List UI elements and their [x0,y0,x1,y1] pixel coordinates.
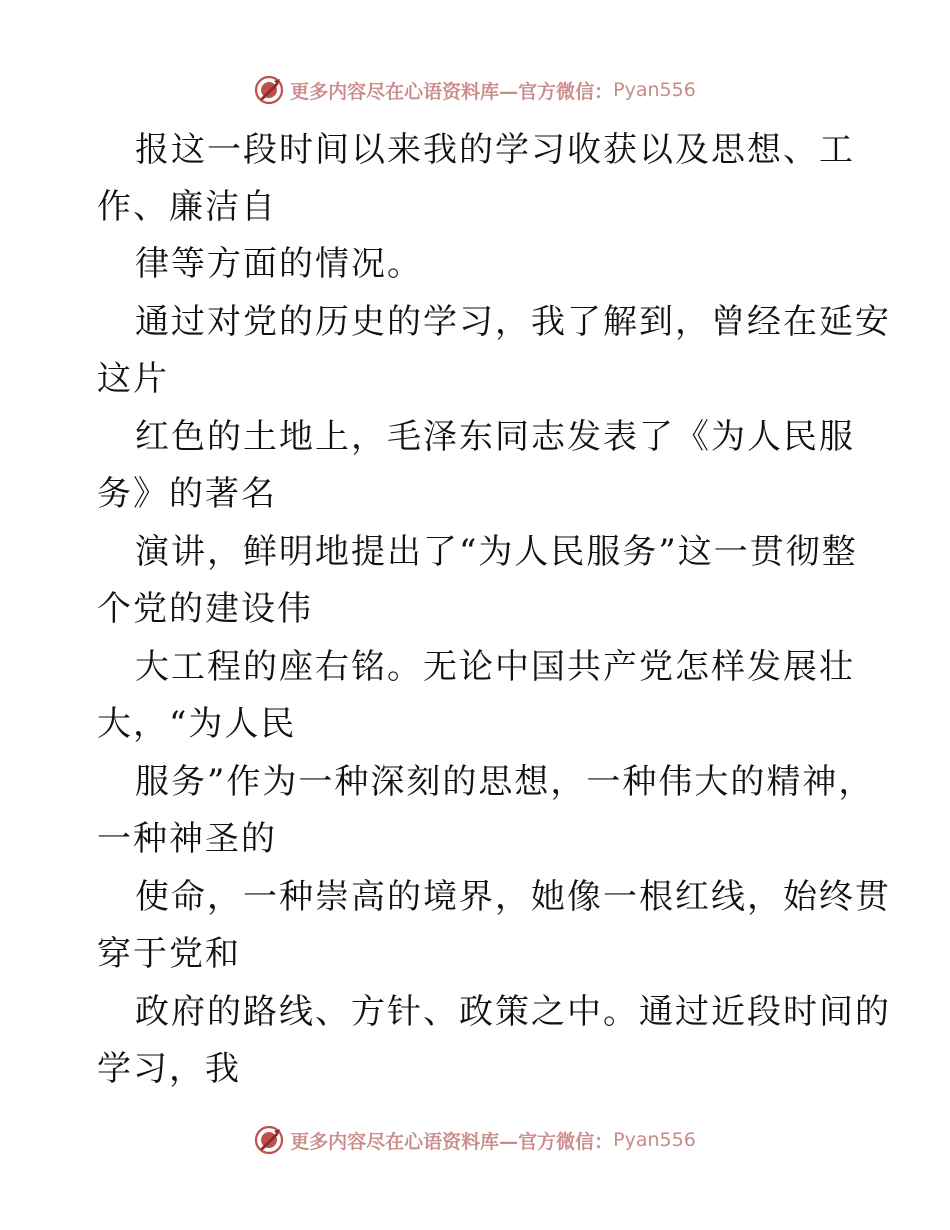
text-line: 穿于党和 [97,934,241,974]
text-line: 红色的土地上，毛泽东同志发表了《为人民服 [135,417,855,457]
text-line: 政府的路线、方针、政策之中。通过近段时间的 [135,992,891,1032]
quill-seal-icon [254,1125,284,1155]
text-line: 通过对党的历史的学习，我了解到，曾经在延安 [135,302,891,342]
text-line: 报这一段时间以来我的学习收获以及思想、工 [135,130,855,170]
quill-seal-icon [254,75,284,105]
watermark-wechat-id: Pyan556 [613,1129,696,1151]
text-line: 律等方面的情况。 [135,244,423,284]
text-line: 务》的著名 [97,474,277,514]
watermark-text: 更多内容尽在心语资料库—官方微信： [290,80,614,103]
watermark-text: 更多内容尽在心语资料库—官方微信： [290,1130,614,1153]
text-line: 一种神圣的 [97,819,277,859]
text-line: 学习，我 [97,1049,241,1089]
text-line: 大，“为人民 [97,704,297,744]
text-line: 服务”作为一种深刻的思想，一种伟大的精神， [135,762,875,802]
text-line: 作、廉洁自 [97,187,277,227]
text-line: 个党的建设伟 [97,589,313,629]
watermark-wechat-id: Pyan556 [613,79,696,101]
text-line: 这片 [97,359,169,399]
text-line: 使命，一种崇高的境界，她像一根红线，始终贯 [135,877,891,917]
header-watermark [0,70,950,110]
footer-watermark [0,1120,950,1160]
text-line: 大工程的座右铭。无论中国共产党怎样发展壮 [135,647,855,687]
text-line: 演讲，鲜明地提出了“为人民服务”这一贯彻整 [135,532,858,572]
